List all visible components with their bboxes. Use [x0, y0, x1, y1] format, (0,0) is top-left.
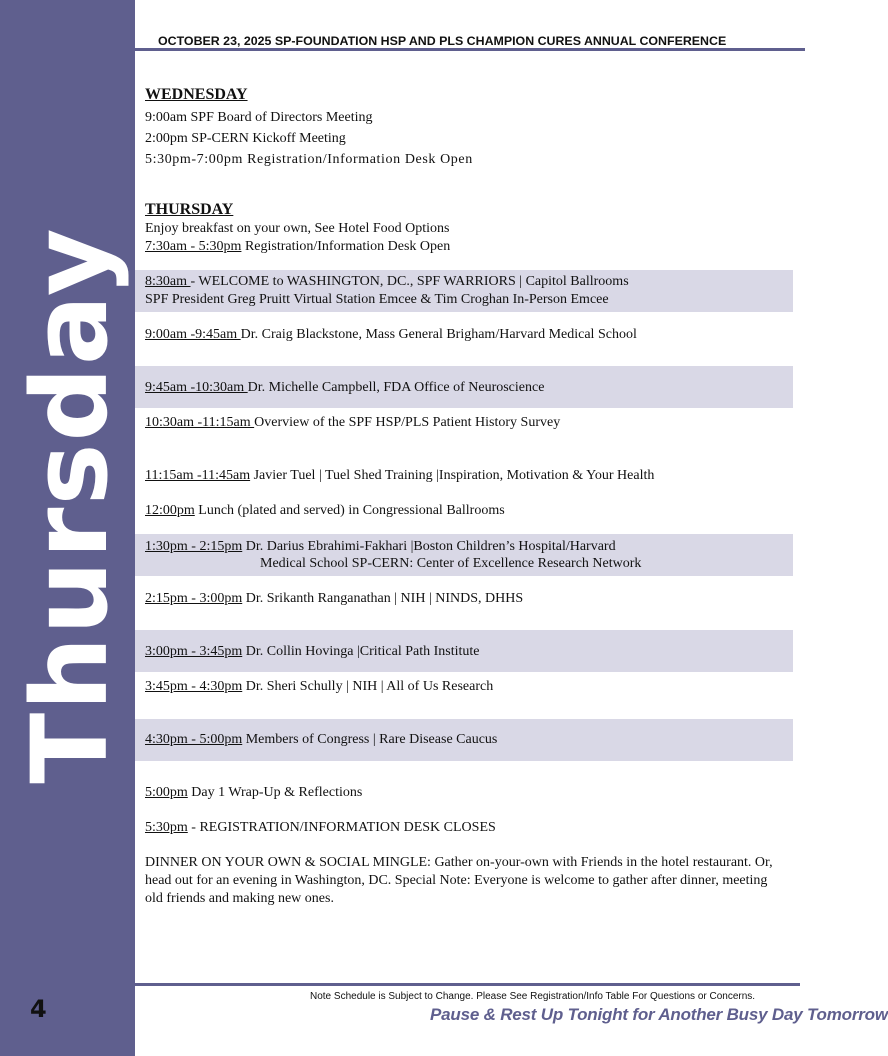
session-time: 11:15am -11:45am [145, 468, 251, 483]
session-time: 1:30pm - 2:15pm [145, 539, 243, 554]
breakfast-note: Enjoy breakfast on your own, See Hotel Food Options [145, 221, 450, 236]
schedule-item [145, 678, 493, 696]
session-time: 5:30pm [145, 820, 188, 835]
session-time: 3:45pm - 4:30pm [145, 679, 243, 694]
wednesday-item: 5:30pm-7:00pm Registration/Information Desk Open [145, 152, 473, 167]
header-divider [135, 48, 805, 51]
session-time: 9:00am -9:45am [145, 327, 241, 342]
schedule-item [145, 590, 523, 608]
session-time: 10:30am -11:15am [145, 415, 255, 430]
registration-open [145, 238, 450, 256]
session-time: 8:30am [145, 274, 191, 289]
schedule-item [145, 502, 505, 520]
footer-divider [135, 983, 800, 986]
session-time: 9:45am -10:30am [145, 380, 248, 395]
session-text: Dr. Craig Blackstone, Mass General Brigham/Harvard Medical School [240, 327, 637, 342]
session-text: Dr. Collin Hovinga |Critical Path Institute [242, 644, 480, 659]
session-text: Dr. Michelle Campbell, FDA Office of Neuroscience [247, 380, 545, 395]
dinner-note: DINNER ON YOUR OWN & SOCIAL MINGLE: Gather on-your-own with Friends in the hotel restaurant. Or, head out for an evening in Washington, DC. Special Note: Everyone is welcome to gather after dinner, meeting old friends and making new ones. [145, 855, 773, 906]
session-text: Dr. Srikanth Ranganathan | NIH | NINDS, DHHS [242, 591, 524, 606]
session-text: - REGISTRATION/INFORMATION DESK CLOSES [187, 820, 496, 835]
session-text: Registration/Information Desk Open [241, 239, 451, 254]
schedule-item [145, 467, 654, 485]
schedule-item [145, 414, 560, 432]
session-text: Dr. Sheri Schully | NIH | All of Us Research [242, 679, 494, 694]
schedule-item [145, 538, 616, 556]
thursday-heading: THURSDAY [145, 201, 234, 218]
wednesday-item: 9:00am SPF Board of Directors Meeting [145, 110, 373, 125]
session-text: Members of Congress | Rare Disease Caucus [242, 732, 498, 747]
session-text-line2: Medical School SP-CERN: Center of Excellence Research Network [260, 556, 642, 571]
session-text: Dr. Darius Ebrahimi-Fakhari |Boston Children’s Hospital/Harvard [242, 539, 616, 554]
footer-note: Note Schedule is Subject to Change. Please See Registration/Info Table For Questions or Concerns. [310, 991, 756, 1002]
session-time: 7:30am - 5:30pm [145, 239, 242, 254]
schedule-item [145, 643, 480, 661]
schedule-item [145, 784, 362, 802]
wednesday-item: 2:00pm SP-CERN Kickoff Meeting [145, 131, 346, 146]
schedule-item [145, 273, 629, 291]
session-text: Javier Tuel | Tuel Shed Training |Inspiration, Motivation & Your Health [250, 468, 655, 483]
session-text-line2: SPF President Greg Pruitt Virtual Station Emcee & Tim Croghan In-Person Emcee [145, 292, 609, 307]
schedule-item [145, 819, 496, 837]
sidebar [0, 0, 135, 1056]
session-time: 4:30pm - 5:00pm [145, 732, 243, 747]
session-text: Overview of the SPF HSP/PLS Patient History Survey [254, 415, 561, 430]
page-number: 4 [30, 995, 47, 1023]
schedule-item [145, 379, 544, 397]
schedule-item [145, 731, 497, 749]
schedule-item [145, 326, 637, 344]
page-title: OCTOBER 23, 2025 SP-FOUNDATION HSP AND PLS CHAMPION CURES ANNUAL CONFERENCE [158, 34, 727, 48]
session-text: Day 1 Wrap-Up & Reflections [187, 785, 363, 800]
footer-tagline: Pause & Rest Up Tonight for Another Busy Day Tomorrow [430, 1005, 888, 1024]
session-time: 5:00pm [145, 785, 188, 800]
sidebar-day-word: Thursday [9, 226, 131, 784]
session-text: - WELCOME to WASHINGTON, DC., SPF WARRIORS | Capitol Ballrooms [190, 274, 629, 289]
session-time: 2:15pm - 3:00pm [145, 591, 243, 606]
session-time: 12:00pm [145, 503, 195, 518]
session-text: Lunch (plated and served) in Congressional Ballrooms [194, 503, 505, 518]
session-time: 3:00pm - 3:45pm [145, 644, 243, 659]
wednesday-heading: WEDNESDAY [145, 86, 248, 103]
